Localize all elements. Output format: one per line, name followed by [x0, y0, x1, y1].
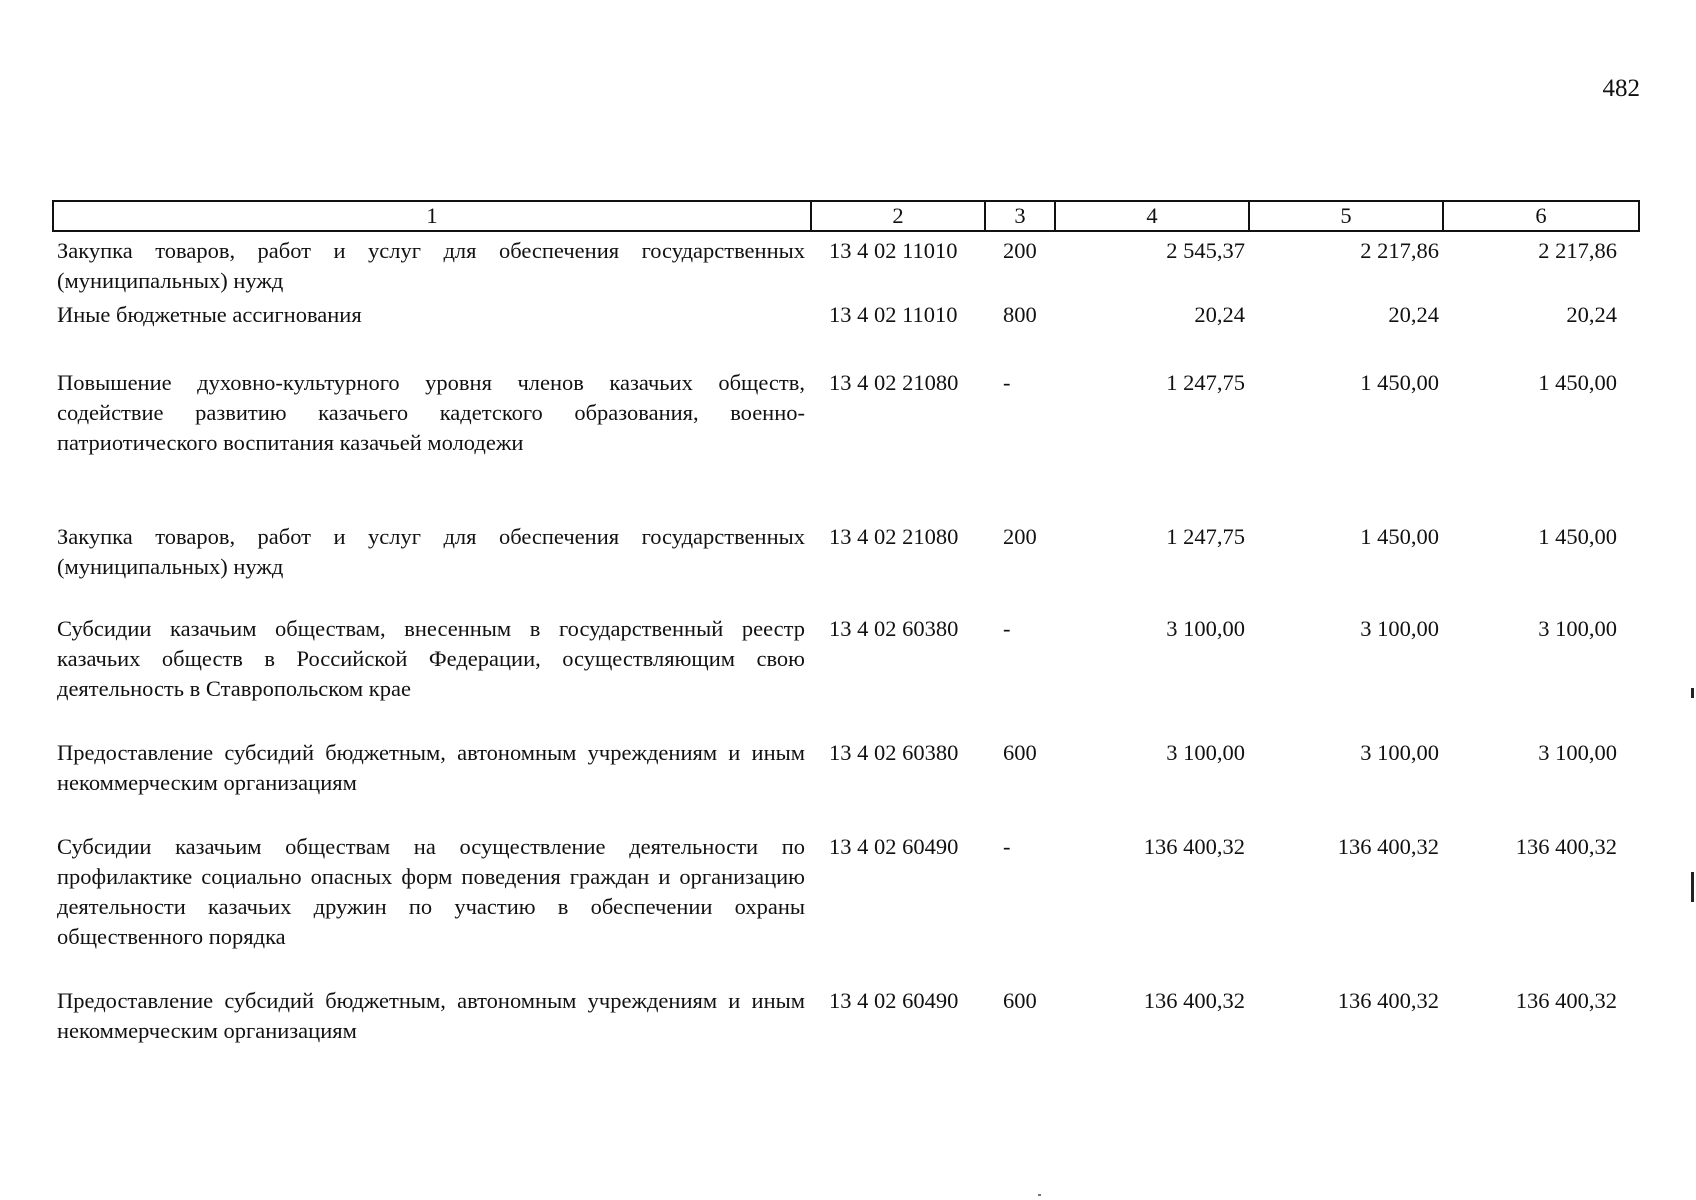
row-value-5: 1 450,00	[1360, 524, 1439, 549]
row-expense-type: -	[1003, 370, 1011, 395]
row-value-6: 3 100,00	[1538, 616, 1617, 641]
row-target-code: 13 4 02 21080	[829, 524, 959, 549]
row-value-4: 2 545,37	[1166, 238, 1245, 263]
row-target-code: 13 4 02 60490	[829, 834, 959, 859]
row-value-6: 136 400,32	[1515, 834, 1617, 859]
scan-speck	[1038, 1194, 1041, 1196]
row-target-code: 13 4 02 11010	[829, 302, 958, 327]
row-value-4: 136 400,32	[1143, 988, 1245, 1013]
row-expense-type: 800	[1003, 302, 1037, 327]
row-value-5: 3 100,00	[1360, 616, 1439, 641]
table-header	[53, 201, 1639, 231]
table-row	[53, 364, 1639, 518]
row-name: Повышение духовно-культурного уровня членов казачьих обществ, содействие развитию казачьего кадетского образования, военно-патриотического воспитания казачьей молодежи	[57, 370, 805, 455]
row-name: Субсидии казачьим обществам на осуществление деятельности по профилактике социально опасных форм поведения граждан и организацию деятельности казачьих дружин по участию в обеспечении охраны общественного порядка	[57, 834, 805, 949]
row-value-6: 1 450,00	[1538, 524, 1617, 549]
row-value-5: 3 100,00	[1360, 740, 1439, 765]
row-value-6: 20,24	[1566, 302, 1617, 327]
row-value-4: 1 247,75	[1166, 370, 1245, 395]
row-expense-type: 600	[1003, 740, 1037, 765]
row-value-4: 3 100,00	[1166, 740, 1245, 765]
row-target-code: 13 4 02 11010	[829, 238, 958, 263]
column-header-1: 1	[53, 201, 811, 231]
row-expense-type: -	[1003, 616, 1011, 641]
row-name: Субсидии казачьим обществам, внесенным в государственный реестр казачьих обществ в Российской Федерации, осуществляющим свою деятельность в Ставропольском крае	[57, 616, 805, 701]
header-row	[53, 201, 1639, 231]
row-value-4: 3 100,00	[1166, 616, 1245, 641]
row-value-6: 1 450,00	[1538, 370, 1617, 395]
table-row	[53, 231, 1639, 296]
row-target-code: 13 4 02 60490	[829, 988, 959, 1013]
row-value-4: 136 400,32	[1143, 834, 1245, 859]
column-header-5: 5	[1249, 201, 1443, 231]
row-target-code: 13 4 02 21080	[829, 370, 959, 395]
table-row	[53, 518, 1639, 610]
row-name: Иные бюджетные ассигнования	[57, 302, 362, 327]
row-value-6: 2 217,86	[1538, 238, 1617, 263]
row-target-code: 13 4 02 60380	[829, 740, 959, 765]
column-header-6: 6	[1443, 201, 1639, 231]
table-row	[53, 610, 1639, 734]
table-body	[53, 231, 1639, 1076]
page-number: 482	[1602, 75, 1640, 102]
budget-table	[52, 200, 1640, 1076]
row-value-5: 136 400,32	[1337, 834, 1439, 859]
scan-edge-mark	[1691, 688, 1694, 698]
budget-table-container	[52, 200, 1638, 1076]
row-name: Предоставление субсидий бюджетным, автономным учреждениям и иным некоммерческим организациям	[57, 988, 805, 1043]
row-name: Предоставление субсидий бюджетным, автономным учреждениям и иным некоммерческим организациям	[57, 740, 805, 795]
column-header-4: 4	[1055, 201, 1249, 231]
row-value-6: 3 100,00	[1538, 740, 1617, 765]
row-name: Закупка товаров, работ и услуг для обеспечения государственных (муниципальных) нужд	[57, 238, 805, 293]
table-row	[53, 734, 1639, 828]
table-row	[53, 982, 1639, 1076]
row-value-5: 136 400,32	[1337, 988, 1439, 1013]
row-name: Закупка товаров, работ и услуг для обеспечения государственных (муниципальных) нужд	[57, 524, 805, 579]
column-header-3: 3	[985, 201, 1055, 231]
row-value-4: 20,24	[1194, 302, 1245, 327]
table-row	[53, 828, 1639, 982]
row-value-4: 1 247,75	[1166, 524, 1245, 549]
row-expense-type: 200	[1003, 238, 1037, 263]
row-value-5: 2 217,86	[1360, 238, 1439, 263]
row-value-5: 20,24	[1388, 302, 1439, 327]
table-row	[53, 296, 1639, 364]
row-value-6: 136 400,32	[1515, 988, 1617, 1013]
row-target-code: 13 4 02 60380	[829, 616, 959, 641]
column-header-2: 2	[811, 201, 985, 231]
row-expense-type: -	[1003, 834, 1011, 859]
row-expense-type: 200	[1003, 524, 1037, 549]
scan-edge-mark	[1691, 872, 1694, 902]
row-expense-type: 600	[1003, 988, 1037, 1013]
row-value-5: 1 450,00	[1360, 370, 1439, 395]
